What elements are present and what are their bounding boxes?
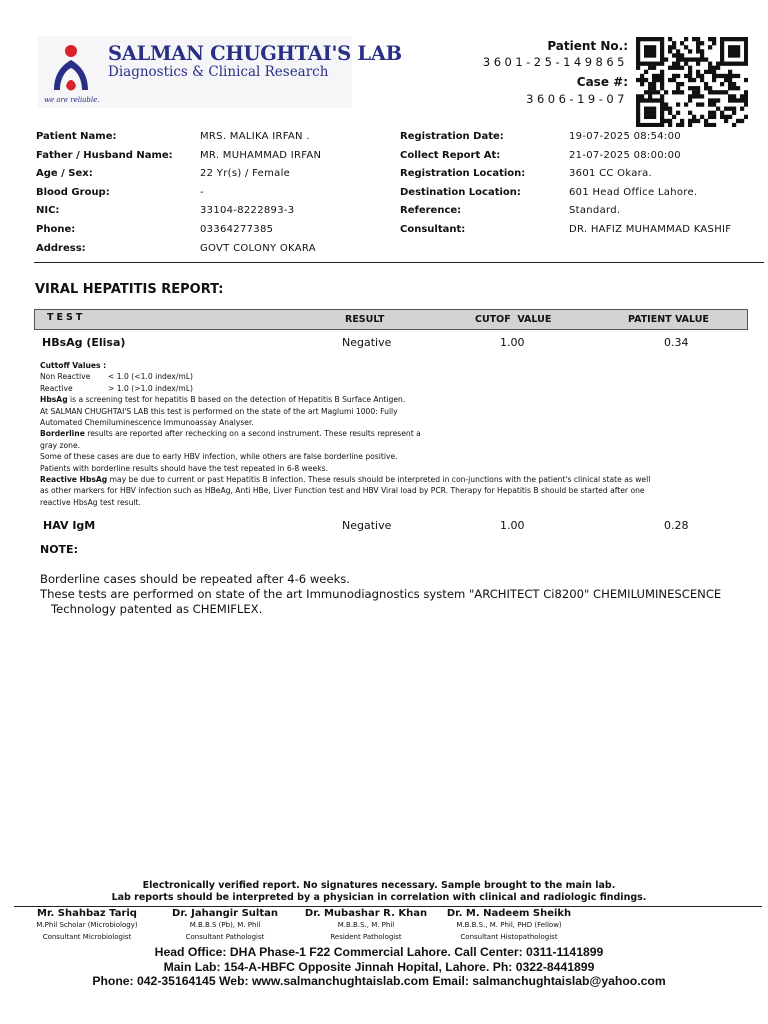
doctor-name: Dr. Mubashar R. Khan <box>304 908 428 919</box>
non-reactive-value: < 1.0 (<1.0 index/mL) <box>108 372 194 382</box>
nic-label: NIC: <box>36 205 60 216</box>
borderline-text: results are reported after rechecking on a second instrument. These results represent a <box>84 429 421 439</box>
borderline-term: Borderline <box>40 429 85 439</box>
doctor-name: Mr. Shahbaz Tariq <box>37 908 137 919</box>
test-patient-value: 0.28 <box>664 519 689 532</box>
collect-report-label: Collect Report At: <box>400 150 501 161</box>
interpretation-notice: Lab reports should be interpreted by a physician in correlation with clinical and radiologic findings. <box>111 892 647 903</box>
note-line: as other markers for HBV infection such as HBeAg, Anti HBe, Liver Function test and HBV Viral load by PCR. Therapy for Hepatitis B should be started after one <box>40 486 645 496</box>
doctor-qualification: M.B.B.S., M. Phil, PHD (Fellow) <box>456 921 562 929</box>
registration-location-label: Registration Location: <box>400 168 526 179</box>
test-result: Negative <box>342 336 392 349</box>
case-no: 3606-19-07 <box>526 92 628 106</box>
hbsag-term: HbsAg <box>40 395 68 405</box>
doctor-qualification: M.B.B.S., M. Phil <box>337 921 395 929</box>
head-office-address: Head Office: DHA Phase-1 F22 Commercial Lahore. Call Center: 0311-1141899 <box>154 945 604 959</box>
address: GOVT COLONY OKARA <box>200 243 316 254</box>
test-name: HBsAg (Elisa) <box>42 336 126 349</box>
reference-label: Reference: <box>400 205 462 216</box>
note-line: Some of these cases are due to early HBV infection, while others are false borderline positive. <box>40 452 398 462</box>
patient-no-label: Patient No.: <box>547 39 628 53</box>
hbsag-text: is a screening test for hepatitis B based on the detection of Hepatitis B Surface Antigen. <box>67 395 406 405</box>
doctor-signature-block <box>440 908 578 941</box>
note-line: Patients with borderline results should have the test repeated in 6-8 weeks. <box>40 463 328 473</box>
address-label: Address: <box>36 243 86 254</box>
registration-date: 19-07-2025 08:54:00 <box>569 131 681 142</box>
contact-info: Phone: 042-35164145 Web: www.salmanchughtaislab.com Email: salmanchughtaislab@yahoo.com <box>92 974 666 988</box>
consultant-label: Consultant: <box>400 224 466 235</box>
main-lab-address: Main Lab: 154-A-HBFC Opposite Jinnah Hopital, Lahore. Ph: 0322-8441899 <box>163 960 595 974</box>
registration-date-label: Registration Date: <box>400 131 504 142</box>
doctor-role: Consultant Microbiologist <box>42 933 132 941</box>
note-text <box>40 572 721 617</box>
table-row <box>0 336 768 352</box>
table-row <box>0 519 768 535</box>
lab-logo <box>38 36 402 108</box>
test-cutoff: 1.00 <box>500 336 525 349</box>
consultant: DR. HAFIZ MUHAMMAD KASHIF <box>569 224 732 235</box>
destination-location: 601 Head Office Lahore. <box>569 187 698 198</box>
note-line: These tests are performed on state of the art Immunodiagnostics system "ARCHITECT Ci8200" CHEMILUMINESCENCE <box>40 587 722 601</box>
case-no-label: Case #: <box>576 75 628 89</box>
patient-no: 3601-25-149865 <box>482 55 628 69</box>
doctor-qualification: M.B.B.S (Pb), M. Phil <box>189 921 261 929</box>
phone-label: Phone: <box>36 224 76 235</box>
reference: Standard. <box>569 205 621 216</box>
collect-report: 21-07-2025 08:00:00 <box>569 150 681 161</box>
table-header <box>34 309 748 330</box>
patient-name: MRS. MALIKA IRFAN . <box>200 131 310 142</box>
registration-location: 3601 CC Okara. <box>569 168 653 179</box>
father-name-label: Father / Husband Name: <box>36 150 173 161</box>
doctor-role: Consultant Pathologist <box>185 933 265 941</box>
qr-code-icon <box>636 37 748 127</box>
doctor-role: Consultant Histopathologist <box>460 933 558 941</box>
destination-location-label: Destination Location: <box>400 187 521 198</box>
divider <box>34 262 764 263</box>
phone: 03364277385 <box>200 224 274 235</box>
note-line: reactive HbsAg test result. <box>40 497 141 507</box>
patient-name-label: Patient Name: <box>36 131 117 142</box>
verification-notice: Electronically verified report. No signatures necessary. Sample brought to the main lab. <box>142 880 616 891</box>
test-name: HAV IgM <box>43 519 96 532</box>
report-title: VIRAL HEPATITIS REPORT: <box>35 282 224 297</box>
reactive-hbsag-text: may be due to current or past Hepatitis B infection. These resuls should be interpreted in con-junctions with the patient's clinical state as well <box>107 475 651 485</box>
reactive-hbsag-term: Reactive HbsAg <box>40 475 108 485</box>
test-result: Negative <box>342 519 392 532</box>
column-patient-value: PATIENT VALUE <box>628 314 709 325</box>
doctor-qualification: M.Phil Scholar (Microbiology) <box>36 921 138 929</box>
doctor-signature-block <box>22 908 152 941</box>
father-name: MR. MUHAMMAD IRFAN <box>200 150 322 161</box>
column-test: TEST <box>47 312 86 323</box>
age-sex: 22 Yr(s) / Female <box>200 168 291 179</box>
interpretation-notes <box>40 360 650 508</box>
doctor-name: Dr. M. Nadeem Sheikh <box>446 908 572 919</box>
note-line: gray zone. <box>40 440 81 450</box>
divider <box>14 906 762 907</box>
non-reactive-label: Non Reactive <box>40 372 91 382</box>
test-patient-value: 0.34 <box>664 336 689 349</box>
note-line: Technology patented as CHEMIFLEX. <box>51 602 263 616</box>
nic: 33104-8222893-3 <box>200 205 295 216</box>
note-title: NOTE: <box>40 543 78 556</box>
column-result: RESULT <box>345 314 385 325</box>
cutoff-title: Cuttoff Values : <box>40 361 107 370</box>
reactive-label: Reactive <box>40 383 73 393</box>
doctor-signature-block <box>298 908 434 941</box>
test-cutoff: 1.00 <box>500 519 525 532</box>
doctor-role: Resident Pathologist <box>330 933 402 941</box>
lab-logo-mark-icon <box>46 42 96 96</box>
age-sex-label: Age / Sex: <box>36 168 93 179</box>
blood-group: - <box>200 187 204 198</box>
doctor-name: Dr. Jahangir Sultan <box>172 908 278 919</box>
lab-subtitle: Diagnostics & Clinical Research <box>108 64 329 80</box>
lab-tagline: we are reliable. <box>44 96 100 104</box>
doctor-signature-block <box>160 908 290 941</box>
note-line: At SALMAN CHUGHTAI'S LAB this test is performed on the state of the art Maglumi 1000: Fully <box>40 406 398 416</box>
blood-group-label: Blood Group: <box>36 187 110 198</box>
lab-name: SALMAN CHUGHTAI'S LAB <box>108 42 402 65</box>
column-cutoff: CUTOF VALUE <box>475 314 552 325</box>
note-line: Automated Chemiluminescence Immunoassay Analyser. <box>40 418 254 428</box>
note-line: Borderline cases should be repeated after 4-6 weeks. <box>40 572 351 586</box>
reactive-value: > 1.0 (>1.0 index/mL) <box>108 383 194 393</box>
